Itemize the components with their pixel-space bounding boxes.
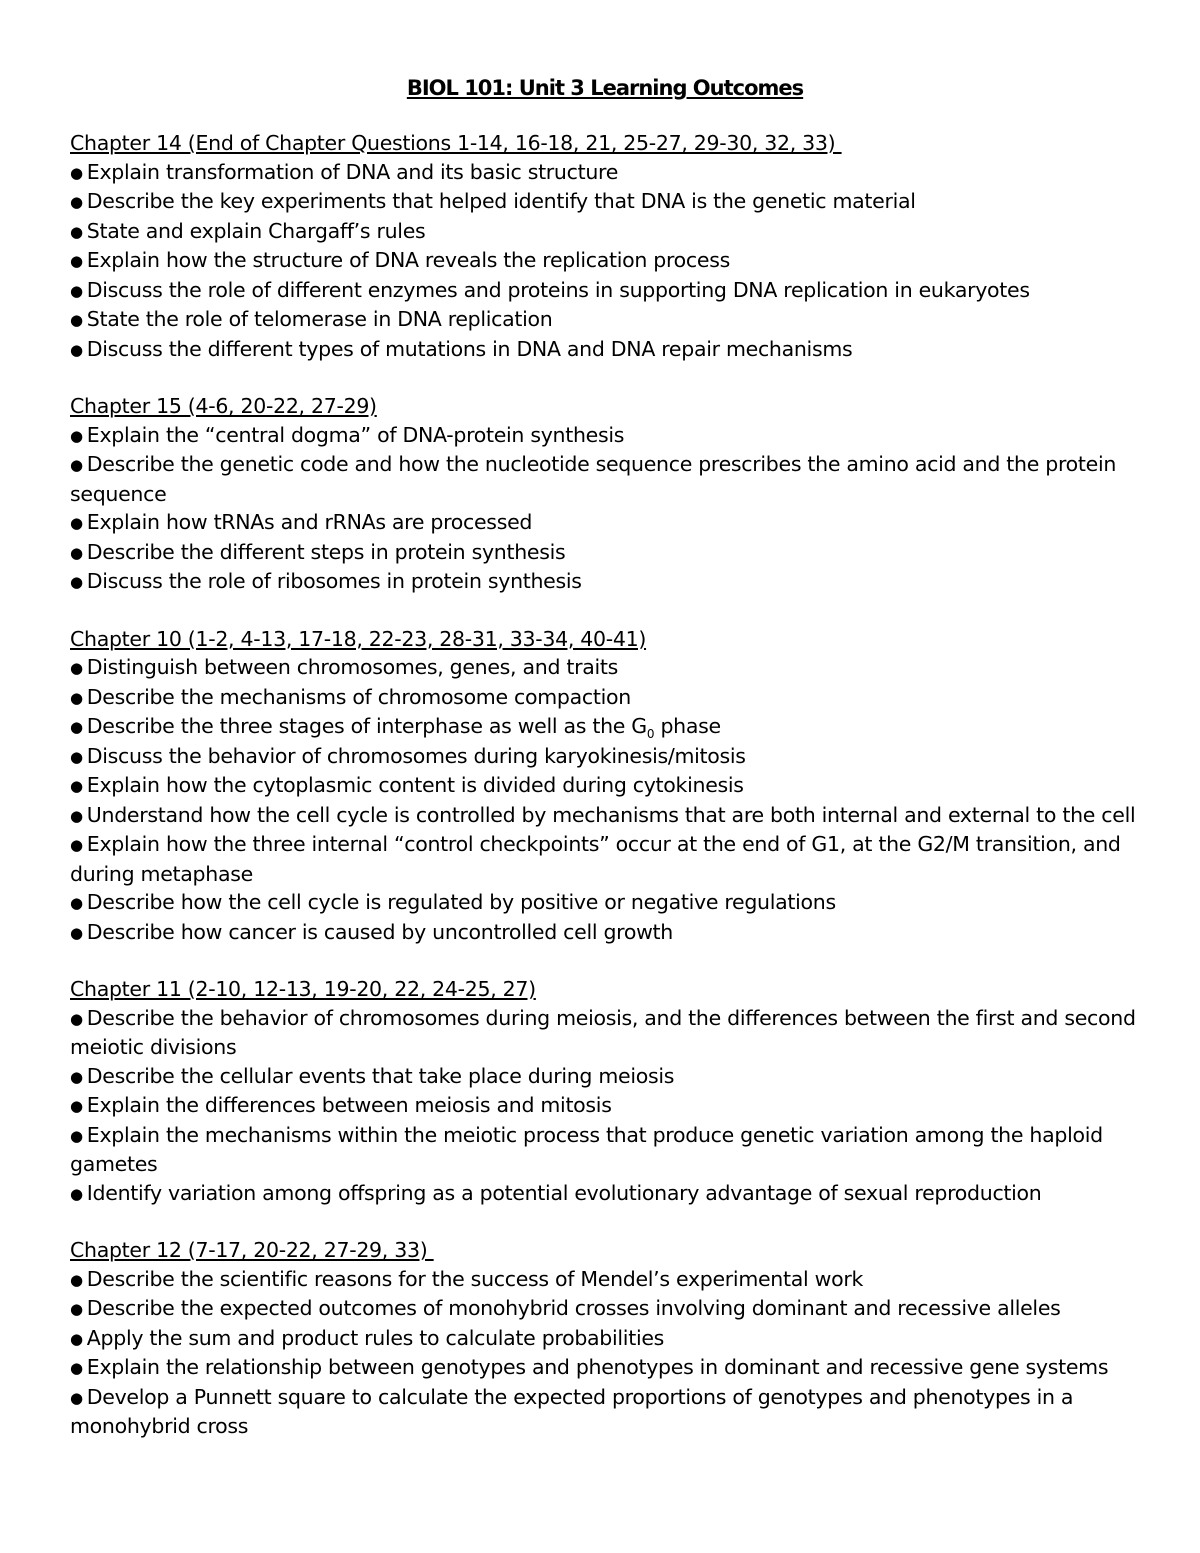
chapter-section <box>70 625 1140 948</box>
document-page <box>70 74 1140 1469</box>
list-item: ● Explain the “central dogma” of DNA-protein synthesis <box>70 422 625 447</box>
subscript: 0 <box>646 727 655 742</box>
bullet-icon: ● <box>70 456 83 474</box>
bullet-icon: ● <box>70 1097 83 1115</box>
bullet-icon: ● <box>70 1388 83 1407</box>
list-item: ● Describe the scientific reasons for the success of Mendel’s experimental work <box>70 1266 864 1291</box>
bullet-icon: ● <box>70 1126 83 1145</box>
list-item: ● Describe the expected outcomes of monohybrid crosses involving dominant and recessive alleles <box>70 1296 1061 1320</box>
bullet-icon: ● <box>70 718 83 736</box>
document-title: BIOL 101: Unit 3 Learning Outcomes <box>406 76 804 100</box>
list-item: ● Discuss the different types of mutations in DNA and DNA repair mechanisms <box>70 336 853 361</box>
bullet-icon: ● <box>70 747 83 766</box>
outcome-list <box>70 158 1140 365</box>
bullet-icon: ● <box>70 1184 83 1203</box>
chapter-heading: Chapter 15 (4-6, 20-22, 27-29) <box>70 394 377 418</box>
bullet-icon: ● <box>70 659 83 677</box>
bullet-icon: ● <box>70 222 83 241</box>
list-item: ● Discuss the behavior of chromosomes during karyokinesis/mitosis <box>70 743 746 768</box>
list-item: ● Describe how the cell cycle is regulated by positive or negative regulations <box>70 890 836 914</box>
list-item: ● State and explain Chargaff’s rules <box>70 218 426 243</box>
list-item: ● Identify variation among offspring as a potential evolutionary advantage of sexual reproduction <box>70 1180 1042 1205</box>
list-item: ● Explain the relationship between genotypes and phenotypes in dominant and recessive gene systems <box>70 1355 1109 1379</box>
bullet-icon: ● <box>70 923 83 942</box>
list-item: ● Describe the mechanisms of chromosome compaction <box>70 684 631 709</box>
list-item: ● Explain the mechanisms within the meiotic process that produce genetic variation among the haploid gametes <box>70 1122 1103 1176</box>
outcome-list <box>70 1004 1140 1209</box>
chapter-section <box>70 1236 1140 1441</box>
bullet-icon: ● <box>70 1300 83 1318</box>
bullet-icon: ● <box>70 573 83 591</box>
list-item: ● Describe the behavior of chromosomes during meiosis, and the differences between the first and second meiotic divisions <box>70 1005 1136 1059</box>
list-item: ● Describe the genetic code and how the nucleotide sequence prescribes the amino acid and the protein sequence <box>70 452 1117 506</box>
list-item: ● Explain transformation of DNA and its basic structure <box>70 159 619 184</box>
bullet-icon: ● <box>70 163 83 182</box>
bullet-icon: ● <box>70 777 83 795</box>
list-item: ● Apply the sum and product rules to calculate probabilities <box>70 1325 665 1350</box>
bullet-icon: ● <box>70 1009 83 1028</box>
list-item: ● Explain how the three internal “control checkpoints” occur at the end of G1, at the G2/M transition, and during metaphase <box>70 832 1121 886</box>
bullet-icon: ● <box>70 252 83 270</box>
chapter-heading: Chapter 10 (1-2, 4-13, 17-18, 22-23, 28-31, 33-34, 40-41) <box>70 626 647 651</box>
bullet-icon: ● <box>70 1359 83 1377</box>
list-item: ● Develop a Punnett square to calculate the expected proportions of genotypes and phenotypes in a monohybrid cross <box>70 1384 1074 1438</box>
outcome-list <box>70 1265 1140 1441</box>
bullet-icon: ● <box>70 543 83 562</box>
chapter-heading: Chapter 11 (2-10, 12-13, 19-20, 22, 24-25, 27) <box>70 977 536 1001</box>
bullet-icon: ● <box>70 688 83 707</box>
list-item: ● Explain how tRNAs and rRNAs are processed <box>70 510 533 534</box>
bullet-icon: ● <box>70 281 83 300</box>
bullet-icon: ● <box>70 894 83 912</box>
list-item: ● Discuss the role of ribosomes in protein synthesis <box>70 569 582 593</box>
list-item: ● Distinguish between chromosomes, genes, and traits <box>70 655 619 679</box>
list-item: ● Explain the differences between meiosis and mitosis <box>70 1093 612 1117</box>
chapter-section <box>70 129 1140 364</box>
bullet-icon: ● <box>70 836 83 854</box>
bullet-icon: ● <box>70 1270 83 1289</box>
list-item: ● Describe the key experiments that helped identify that DNA is the genetic material <box>70 189 916 213</box>
bullet-icon: ● <box>70 426 83 445</box>
outcome-list <box>70 421 1140 597</box>
list-item: ● Describe the three stages of interphase as well as the $G_0$ phase <box>70 714 721 742</box>
bullet-icon: ● <box>70 340 83 359</box>
list-item: ● State the role of telomerase in DNA replication <box>70 307 553 331</box>
bullet-icon: ● <box>70 1329 83 1348</box>
list-item: ● Discuss the role of different enzymes and proteins in supporting DNA replication in eukaryotes <box>70 277 1030 302</box>
bullet-icon: ● <box>70 514 83 532</box>
bullet-icon: ● <box>70 311 83 329</box>
list-item: ● Describe the different steps in protein synthesis <box>70 539 566 564</box>
list-item: ● Describe the cellular events that take place during meiosis <box>70 1063 675 1088</box>
list-item: ● Explain how the cytoplasmic content is divided during cytokinesis <box>70 773 744 797</box>
chapter-heading: Chapter 14 (End of Chapter Questions 1-14, 16-18, 21, 25-27, 29-30, 32, 33) <box>70 131 842 155</box>
bullet-icon: ● <box>70 806 83 825</box>
chapter-heading: Chapter 12 (7-17, 20-22, 27-29, 33) <box>70 1238 434 1262</box>
chapter-section <box>70 975 1140 1208</box>
bullet-icon: ● <box>70 193 83 211</box>
outcome-list <box>70 653 1140 947</box>
chapter-section <box>70 392 1140 597</box>
list-item: ● Understand how the cell cycle is controlled by mechanisms that are both internal and external to the cell <box>70 802 1136 827</box>
bullet-icon: ● <box>70 1067 83 1086</box>
list-item: ● Explain how the structure of DNA reveals the replication process <box>70 248 730 272</box>
list-item: ● Describe how cancer is caused by uncontrolled cell growth <box>70 919 673 944</box>
